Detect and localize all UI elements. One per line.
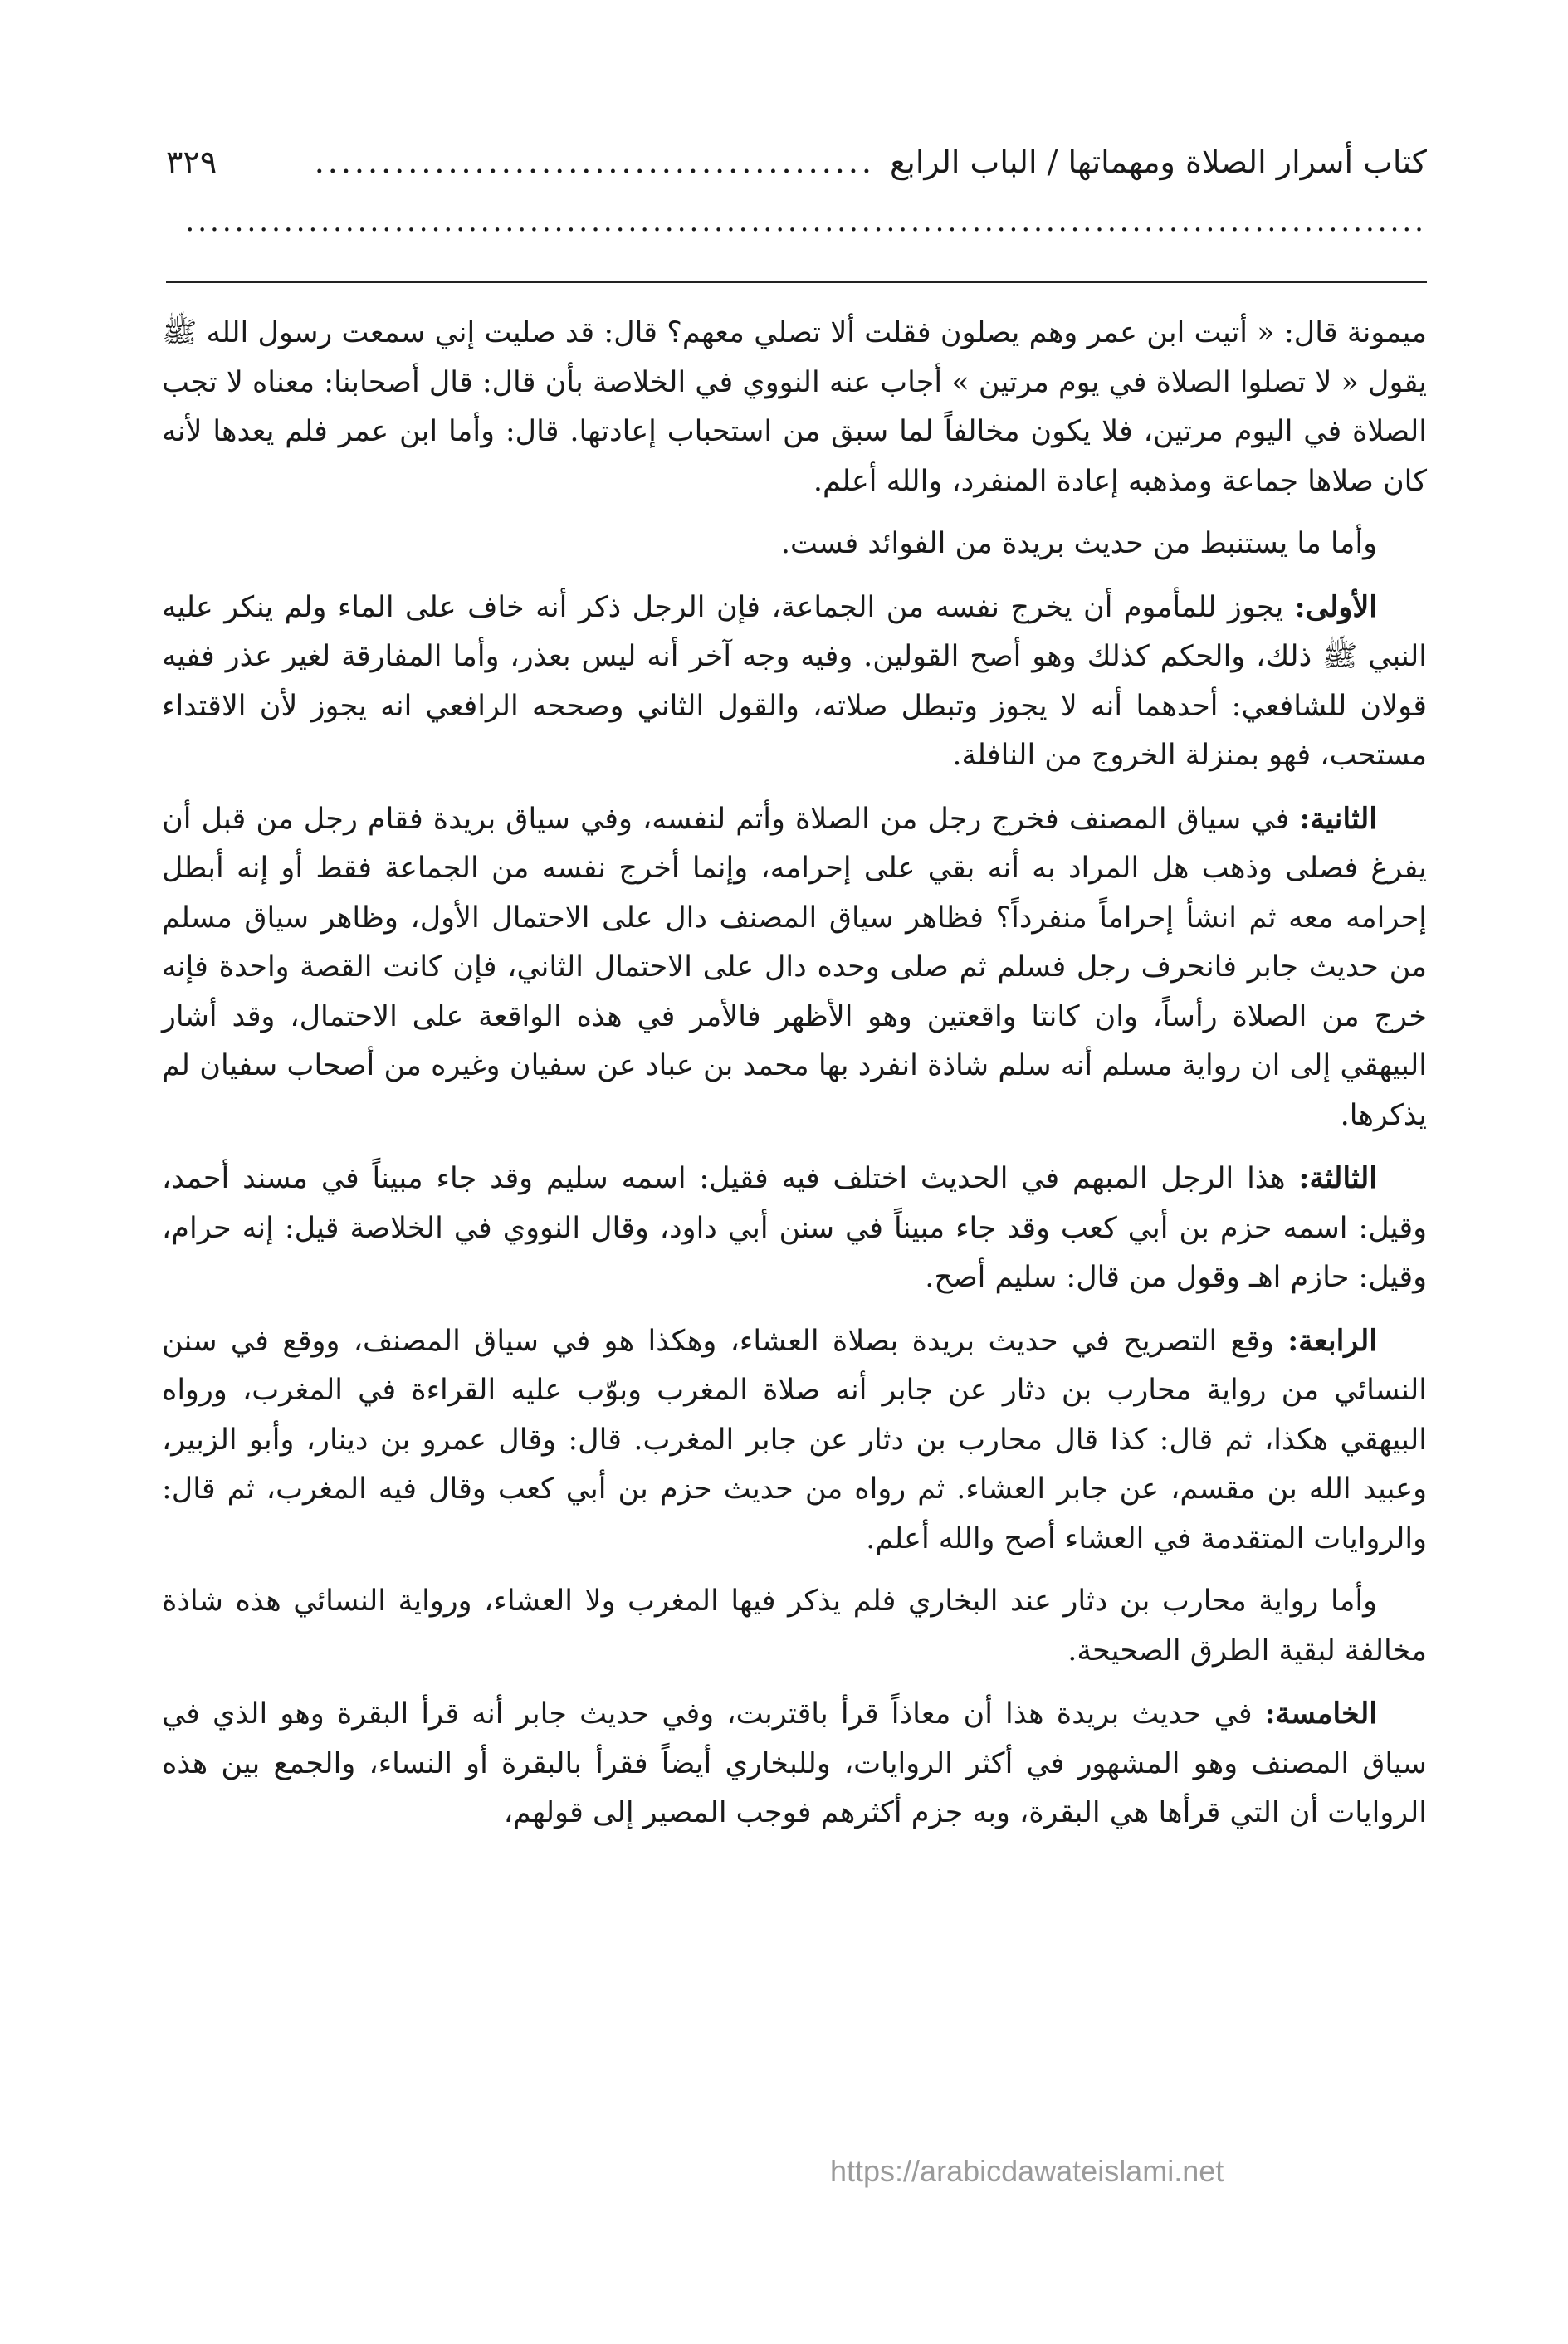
dotted-separator: ..................................................................................................... [185, 208, 1427, 238]
paragraph-second-point [162, 794, 1427, 1141]
paragraph-fifth-point [162, 1689, 1427, 1839]
paragraph-text: وأما رواية محارب بن دثار عند البخاري فلم يذكر فيها المغرب ولا العشاء، ورواية النسائي هذه شاذة مخالفة لبقية الطرق الصحيحة. [162, 1585, 1427, 1668]
paragraph-lead: الأولى: [1294, 589, 1377, 624]
paragraph-first-point [162, 583, 1427, 781]
page-body [162, 309, 1427, 2161]
paragraph-fourth-point [162, 1316, 1427, 1565]
paragraph [162, 309, 1427, 506]
watermark-url: https://arabicdawateislami.net [830, 2154, 1224, 2188]
paragraph-text: وأما ما يستنبط من حديث بريدة من الفوائد فست. [780, 527, 1377, 560]
paragraph [162, 1577, 1427, 1676]
paragraph-text: هذا الرجل المبهم في الحديث اختلف فيه فقيل: اسمه سليم وقد جاء مبيناً في مسند أحمد، وقيل: اسمه حزم بن أبي كعب وقد جاء مبيناً في سنن أبي داود، وقال النووي في الخلاصة قيل: إنه حرام، وقيل: حازم اهـ وقول من قال: سليم أصح. [162, 1162, 1427, 1294]
paragraph-third-point [162, 1154, 1427, 1303]
paragraph-lead: الثالثة: [1298, 1161, 1377, 1195]
paragraph-text: في سياق المصنف فخرج رجل من الصلاة وأتم لنفسه، وفي سياق بريدة فقام رجل من قبل أن يفرغ فصلى وذهب هل المراد به أنه بقي على إحرامه، وإنما أخرج نفسه من الجماعة فقط أو إنه أبطل إحرامه معه ثم انشأ إحراماً منفرداً؟ فظاهر سياق المصنف دال على الاحتمال الأول، وظاهر سياق مسلم من حديث جابر فانحرف رجل فسلم ثم صلى وحده دال على الاحتمال الثاني، فإن كانت القصة واحدة فإنه خرج من الصلاة رأساً، وان كانتا واقعتين وهو الأظهر فالأمر في هذه الواقعة على الاحتمال، وقد أشار البيهقي إلى ان رواية مسلم أنه سلم شاذة انفرد بها محمد بن عباد عن سفيان وغيره من أصحاب سفيان لم يذكرها. [162, 802, 1427, 1132]
paragraph-lead: الثانية: [1299, 801, 1377, 836]
header-dot-leader: .......................................... [314, 144, 876, 180]
paragraph-text: وقع التصريح في حديث بريدة بصلاة العشاء، وهكذا هو في سياق المصنف، ووقع في سنن النسائي من رواية محارب بن دثار عن جابر أنه صلاة المغرب وبوّب عليه القراءة في المغرب، ورواه البيهقي هكذا، ثم قال: كذا قال محارب بن دثار عن جابر المغرب. قال: وقال عمرو بن دينار، وأبو الزبير، وعبيد الله بن مقسم، عن جابر العشاء. ثم رواه من حديث حزم بن أبي كعب وقال فيه المغرب، ثم قال: والروايات المتقدمة في العشاء أصح والله أعلم. [162, 1324, 1427, 1555]
running-header [166, 133, 1427, 191]
paragraph-text: ميمونة قال: « أتيت ابن عمر وهم يصلون فقلت ألا تصلي معهم؟ قال: قد صليت إني سمعت رسول الله ﷺ يقول « لا تصلوا الصلاة في يوم مرتين » أجاب عنه النووي في الخلاصة بأن قال: قال أصحابنا: معناه لا تجب الصلاة في اليوم مرتين، فلا يكون مخالفاً لما سبق من استحباب إعادتها. قال: وأما ابن عمر فلم يعدها لأنه كان صلاها جماعة ومذهبه إعادة المنفرد، والله أعلم. [162, 316, 1427, 498]
paragraph-text: يجوز للمأموم أن يخرج نفسه من الجماعة، فإن الرجل ذكر أنه خاف على الماء ولم ينكر عليه النبي ﷺ ذلك، والحكم كذلك وهو أصح القولين. وفيه وجه آخر أنه ليس بعذر، وأما المفارقة لغير عذر ففيه قولان للشافعي: أحدهما أنه لا يجوز وتبطل صلاته، والقول الثاني وصححه الرافعي انه يجوز لأن الاقتداء مستحب، فهو بمنزلة الخروج من النافلة. [162, 590, 1427, 772]
header-rule [166, 281, 1427, 283]
paragraph-text: في حديث بريدة هذا أن معاذاً قرأ باقتربت، وفي حديث جابر أنه قرأ البقرة وهو الذي في سياق المصنف وهو المشهور في أكثر الروايات، وللبخاري أيضاً فقرأ بالبقرة أو النساء، والجمع بين هذه الروايات أن التي قرأها هي البقرة، وبه جزم أكثرهم فوجب المصير إلى قولهم، [162, 1697, 1427, 1829]
page-number: ٣٢٩ [166, 144, 217, 180]
paragraph-lead: الخامسة: [1264, 1697, 1377, 1731]
header-title: كتاب أسرار الصلاة ومهماتها / الباب الرابع [890, 144, 1427, 180]
paragraph-lead: الرابعة: [1287, 1323, 1377, 1358]
paragraph [162, 520, 1427, 569]
